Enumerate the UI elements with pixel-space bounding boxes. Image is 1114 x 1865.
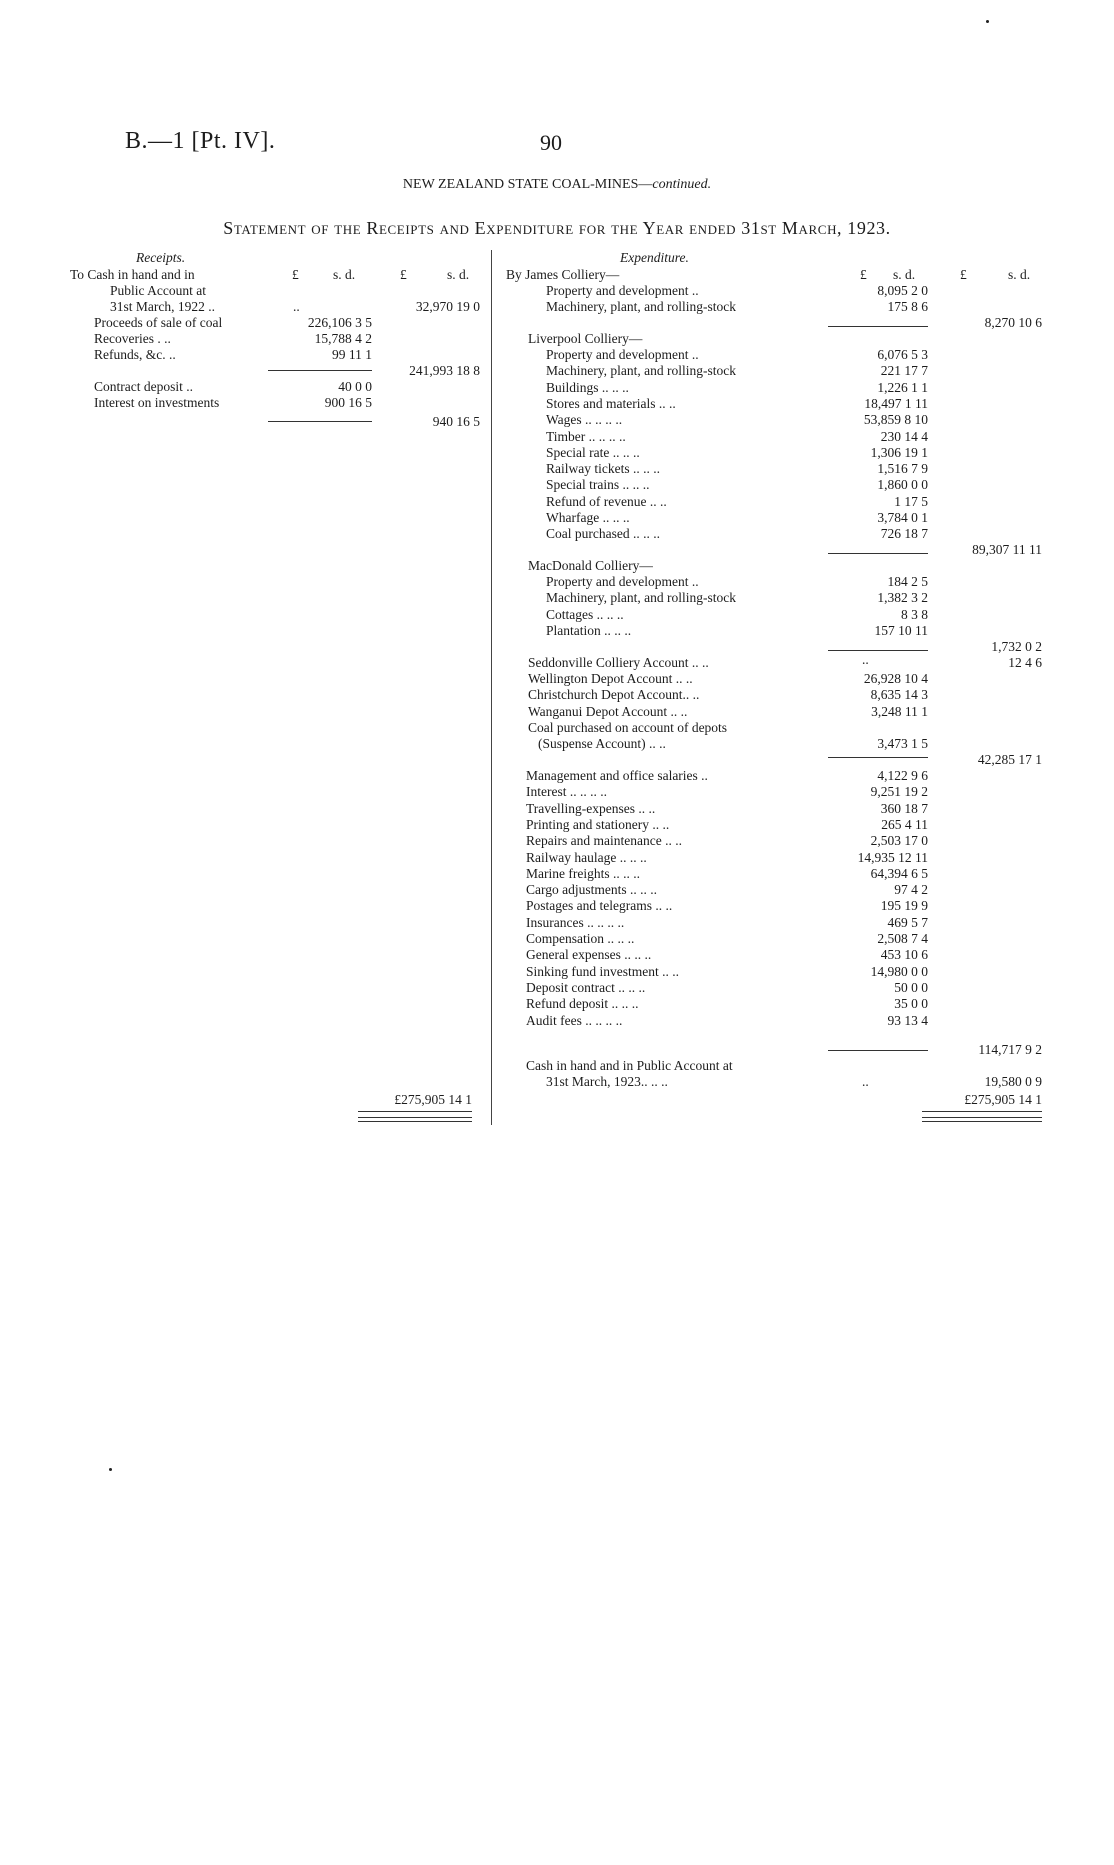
receipts-interest-amount: 900 16 5 xyxy=(324,395,372,410)
exp-liverpool-heading: Liverpool Colliery— xyxy=(528,331,643,346)
scan-speck xyxy=(109,1468,112,1471)
ledger-row-label: Special rate .. .. .. xyxy=(546,444,640,460)
exp-general-rule xyxy=(828,1050,928,1051)
ledger-row-amount: 175 8 6 xyxy=(887,299,928,314)
ledger-row-label: Timber .. .. .. .. xyxy=(546,428,626,444)
ledger-row-label: Machinery, plant, and rolling-stock xyxy=(546,299,736,314)
ledger-row-label: Cargo adjustments .. .. .. xyxy=(526,882,657,898)
document-subtitle xyxy=(0,177,1114,193)
document-reference: B.—1 [Pt. IV]. xyxy=(125,128,276,154)
receipts-total-rule xyxy=(358,1111,472,1112)
ledger-row-amount: 230 14 4 xyxy=(880,428,928,444)
exp-double-rule xyxy=(922,1117,1042,1122)
ledger-row-amount: 93 13 4 xyxy=(887,1012,928,1028)
ledger-row-label: Property and development .. xyxy=(546,283,699,298)
ledger-row-label: Travelling-expenses .. .. xyxy=(526,800,656,816)
receipts-cash-line1: To Cash in hand and in xyxy=(70,267,195,282)
ledger-row-amount: 1,516 7 9 xyxy=(877,461,928,477)
receipts-rule-1 xyxy=(268,370,372,371)
ledger-row-amount: 53,859 8 10 xyxy=(863,412,928,428)
ledger-row-amount: 360 18 7 xyxy=(880,800,928,816)
ledger-row-amount: 4,122 9 6 xyxy=(877,768,928,783)
exp-suspense-line2: (Suspense Account) .. .. xyxy=(538,736,666,751)
ledger-row-label: Property and development .. xyxy=(546,574,699,589)
receipts-recoveries-amount: 15,788 4 2 xyxy=(314,331,372,346)
exp-cash-end-line2: 31st March, 1923.. .. .. xyxy=(546,1074,668,1089)
ledger-row-label: General expenses .. .. .. xyxy=(526,947,652,963)
ledger-row-label: Wanganui Depot Account .. .. xyxy=(528,703,688,719)
ledger-row-label: Wharfage .. .. .. xyxy=(546,510,630,525)
ledger-row-amount: 6,076 5 3 xyxy=(877,347,928,362)
statement-title: Statement of the Receipts and Expenditure for the Year ended 31st March, 1923. xyxy=(223,218,891,238)
receipts-col-sd-2: s. d. xyxy=(447,267,470,282)
ledger-row-amount: 8 3 8 xyxy=(901,606,928,622)
ledger-row-amount: 50 0 0 xyxy=(894,979,928,995)
receipts-interest-label: Interest on investments xyxy=(94,395,220,410)
exp-macdonald-rule xyxy=(828,650,928,651)
exp-suspense-amount: 3,473 1 5 xyxy=(877,736,928,751)
ledger-row-label: Wellington Depot Account .. .. xyxy=(528,671,693,686)
exp-james-rule xyxy=(828,326,928,327)
exp-cash-end-line1: Cash in hand and in Public Account at xyxy=(526,1058,733,1073)
ledger-row-label: Refund of revenue .. .. xyxy=(546,493,667,509)
exp-seddonville-dots: .. xyxy=(862,652,869,667)
receipts-subtotal-2: 940 16 5 xyxy=(432,414,480,429)
exp-grand-total: £275,905 14 1 xyxy=(964,1092,1042,1107)
ledger-row-label: Deposit contract .. .. .. xyxy=(526,979,646,995)
ledger-row-amount: 221 17 7 xyxy=(880,363,928,379)
receipts-rule-2 xyxy=(268,421,372,422)
scan-speck xyxy=(986,20,989,23)
receipts-cash-total: 32,970 19 0 xyxy=(415,299,480,314)
ledger-row-label: Coal purchased .. .. .. xyxy=(546,526,660,542)
ledger-row-amount: 14,935 12 11 xyxy=(857,849,928,865)
ledger-row-label: Interest .. .. .. .. xyxy=(526,784,607,800)
expenditure-heading: Expenditure. xyxy=(620,250,689,265)
ledger-row-amount: 64,394 6 5 xyxy=(870,865,928,881)
ledger-row-amount: 1,860 0 0 xyxy=(877,477,928,493)
exp-cash-end-total: 19,580 0 9 xyxy=(984,1074,1042,1089)
receipts-proceeds-amount: 226,106 3 5 xyxy=(307,315,372,330)
exp-liverpool-total: 89,307 11 11 xyxy=(972,542,1042,557)
column-divider xyxy=(491,250,492,1125)
ledger-row-label: Christchurch Depot Account.. .. xyxy=(528,687,700,703)
exp-liverpool-rule xyxy=(828,553,928,554)
ledger-row-amount: 2,503 17 0 xyxy=(870,833,928,849)
ledger-row-amount: 26,928 10 4 xyxy=(863,671,928,686)
ledger-row-label: Stores and materials .. .. xyxy=(546,395,676,411)
ledger-row-amount: 453 10 6 xyxy=(880,947,928,963)
ledger-row-amount: 469 5 7 xyxy=(887,914,928,930)
ledger-row-amount: 1,226 1 1 xyxy=(877,379,928,395)
receipts-heading: Receipts. xyxy=(136,250,186,265)
ledger-row-label: Machinery, plant, and rolling-stock xyxy=(546,363,736,379)
exp-general-total: 114,717 9 2 xyxy=(978,1042,1042,1057)
subtitle-continued: continued. xyxy=(652,177,712,192)
receipts-double-rule xyxy=(358,1117,472,1122)
receipts-contract-amount: 40 0 0 xyxy=(338,379,372,394)
ledger-row-amount: 8,095 2 0 xyxy=(877,283,928,298)
ledger-row-amount: 195 19 9 xyxy=(880,898,928,914)
ledger-row-amount: 1,382 3 2 xyxy=(877,590,928,606)
ledger-row-label: Printing and stationery .. .. xyxy=(526,816,670,832)
ledger-row-label: Buildings .. .. .. xyxy=(546,379,629,395)
ledger-row-label: Refund deposit .. .. .. xyxy=(526,996,639,1012)
ledger-row-amount: 97 4 2 xyxy=(894,882,928,898)
ledger-row-label: Special trains .. .. .. xyxy=(546,477,650,493)
ledger-row-label: Cottages .. .. .. xyxy=(546,606,624,622)
receipts-cash-line3: 31st March, 1922 .. xyxy=(110,299,215,314)
receipts-subtotal-1: 241,993 18 8 xyxy=(409,363,480,378)
ledger-row-label: Plantation .. .. .. xyxy=(546,622,632,638)
ledger-row-amount: 14,980 0 0 xyxy=(870,963,928,979)
ledger-row-label: Compensation .. .. .. xyxy=(526,931,635,946)
exp-cash-end-dots: .. xyxy=(862,1074,869,1089)
exp-james-heading: By James Colliery— xyxy=(506,267,620,282)
ledger-row-label: Audit fees .. .. .. .. xyxy=(526,1012,623,1028)
exp-macdonald-heading: MacDonald Colliery— xyxy=(528,558,653,573)
exp-suspense-line1: Coal purchased on account of depots xyxy=(528,720,728,735)
ledger-row-amount: 35 0 0 xyxy=(894,996,928,1012)
ledger-row-amount: 3,248 11 1 xyxy=(871,703,928,719)
exp-seddonville-label: Seddonville Colliery Account .. .. xyxy=(528,655,709,670)
ledger-row-amount: 184 2 5 xyxy=(887,574,928,589)
ledger-row-amount: 1 17 5 xyxy=(894,493,928,509)
ledger-row-amount: 9,251 19 2 xyxy=(870,784,928,800)
ledger-row-label: Sinking fund investment .. .. xyxy=(526,963,679,979)
receipts-grand-total: £275,905 14 1 xyxy=(394,1092,472,1107)
ledger-row-label: Postages and telegrams .. .. xyxy=(526,898,673,914)
ledger-row-amount: 2,508 7 4 xyxy=(877,931,928,946)
ledger-row-label: Marine freights .. .. .. xyxy=(526,865,640,881)
ledger-row-amount: 726 18 7 xyxy=(880,526,928,542)
receipts-cash-dots: .. xyxy=(293,299,300,314)
subtitle-main: NEW ZEALAND STATE COAL-MINES— xyxy=(402,177,653,192)
exp-seddonville-total: 12 4 6 xyxy=(1008,655,1042,670)
ledger-row-amount: 8,635 14 3 xyxy=(870,687,928,703)
exp-col-sd-1: s. d. xyxy=(893,267,916,282)
receipts-col-pound-2: £ xyxy=(400,267,407,282)
exp-col-pound-2: £ xyxy=(960,267,967,282)
exp-james-total: 8,270 10 6 xyxy=(984,315,1042,330)
ledger-row-label: Machinery, plant, and rolling-stock xyxy=(546,590,736,606)
receipts-refunds-amount: 99 11 1 xyxy=(332,347,372,362)
receipts-proceeds-label: Proceeds of sale of coal xyxy=(94,315,223,330)
ledger-row-amount: 18,497 1 11 xyxy=(864,395,928,411)
ledger-row-amount: 265 4 11 xyxy=(881,816,928,832)
exp-depots-total: 42,285 17 1 xyxy=(977,752,1042,767)
ledger-row-amount: 3,784 0 1 xyxy=(877,510,928,525)
ledger-row-label: Railway haulage .. .. .. xyxy=(526,849,647,865)
ledger-row-label: Repairs and maintenance .. .. xyxy=(526,833,682,849)
ledger-row-amount: 1,306 19 1 xyxy=(870,444,928,460)
receipts-col-pound: £ xyxy=(292,267,299,282)
ledger-row-amount: 157 10 11 xyxy=(874,622,928,638)
ledger-row-label: Railway tickets .. .. .. xyxy=(546,461,660,477)
exp-macdonald-total: 1,732 0 2 xyxy=(991,639,1042,654)
page-number: 90 xyxy=(540,130,562,155)
receipts-recoveries-label: Recoveries . .. xyxy=(94,331,171,346)
ledger-row-label: Property and development .. xyxy=(546,347,699,362)
ledger-row-label: Management and office salaries .. xyxy=(526,768,708,783)
exp-total-rule xyxy=(922,1111,1042,1112)
receipts-col-sd: s. d. xyxy=(333,267,356,282)
receipts-contract-label: Contract deposit .. xyxy=(94,379,193,394)
ledger-row-label: Insurances .. .. .. .. xyxy=(526,914,625,930)
ledger-row-label: Wages .. .. .. .. xyxy=(546,412,623,428)
exp-col-pound-1: £ xyxy=(860,267,867,282)
exp-col-sd-2: s. d. xyxy=(1008,267,1031,282)
receipts-refunds-label: Refunds, &c. .. xyxy=(94,347,176,362)
exp-depots-rule xyxy=(828,757,928,758)
receipts-cash-line2: Public Account at xyxy=(110,283,206,298)
